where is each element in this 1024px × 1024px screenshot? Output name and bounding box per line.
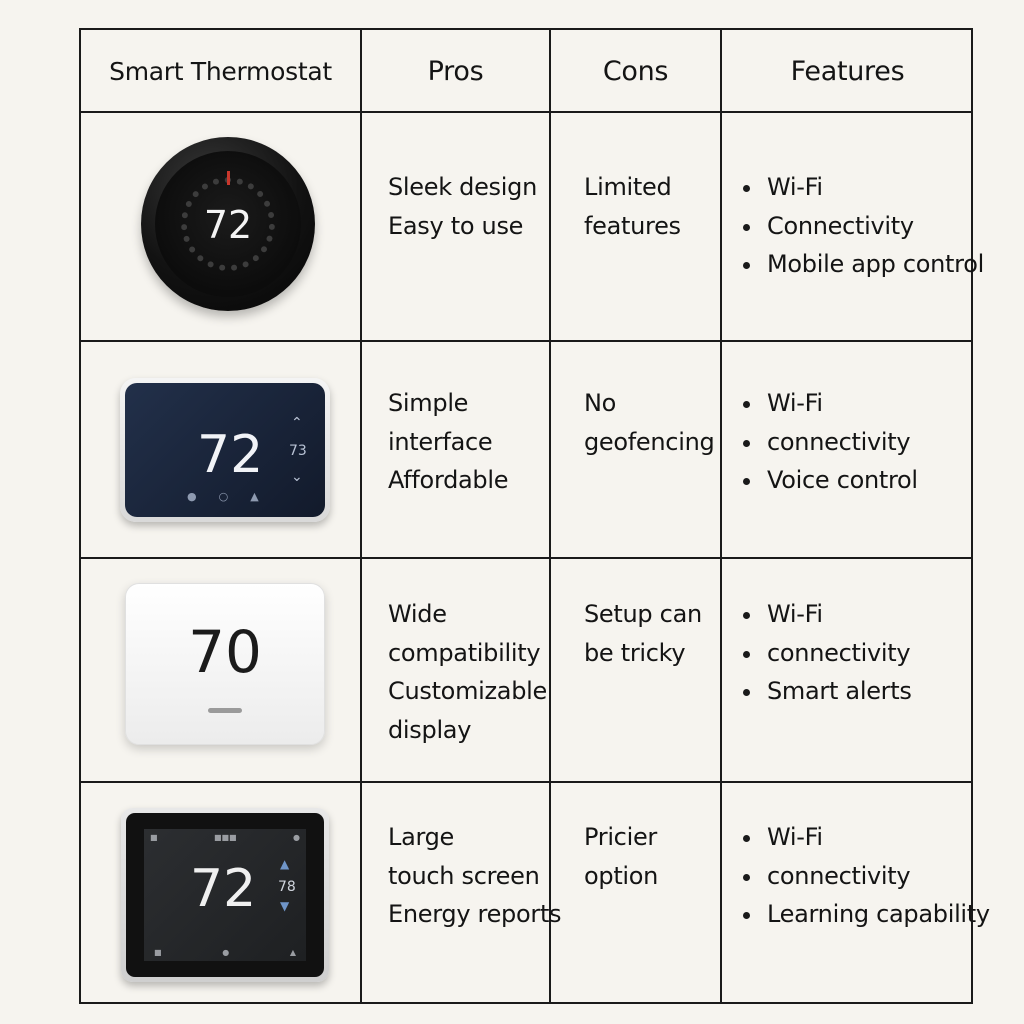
- list-item: Connectivity: [739, 207, 984, 246]
- thermostat-temp: 70: [188, 618, 262, 686]
- white-square-thermostat-image: [125, 583, 325, 745]
- pros-cell: Wide compatibility Customizable display: [388, 600, 547, 744]
- list-item: Voice control: [739, 461, 918, 500]
- features-list: [739, 168, 984, 284]
- round-thermostat-image: [141, 137, 315, 311]
- pros-cell: Large touch screen Energy reports: [388, 823, 562, 928]
- cons-cell: Setup can be tricky: [584, 600, 702, 667]
- touchscreen-thermostat-image: ■ ■■■ ● ▲ 72 78 ▼ ■ ● ▲: [121, 808, 329, 982]
- list-item: connectivity: [739, 857, 990, 896]
- mode-icons: ●○▲: [187, 490, 281, 503]
- arrow-up-icon: ▲: [280, 857, 290, 871]
- cons-cell: Pricier option: [584, 823, 659, 890]
- row-divider: [81, 781, 971, 783]
- pros-cell: Sleek design Easy to use: [388, 173, 537, 240]
- thermostat-setpoint: 73: [289, 443, 307, 459]
- header-cons: Cons: [602, 55, 669, 87]
- thermostat-temp: 72: [197, 425, 264, 485]
- features-list: [739, 818, 990, 934]
- header-pros: Pros: [427, 55, 484, 87]
- indicator-bar: [208, 708, 242, 713]
- column-divider: [720, 30, 722, 1002]
- features-list: [739, 595, 912, 711]
- comparison-table: [79, 28, 990, 1004]
- column-divider: [360, 30, 362, 1002]
- list-item: connectivity: [739, 423, 918, 462]
- list-item: connectivity: [739, 634, 912, 673]
- arrow-down-icon: ▼: [280, 899, 290, 913]
- header-features: Features: [790, 55, 905, 87]
- features-list: [739, 384, 918, 500]
- cons-cell: No geofencing: [584, 389, 715, 456]
- row-divider: [81, 340, 971, 342]
- list-item: Smart alerts: [739, 672, 912, 711]
- list-item: Wi-Fi: [739, 818, 990, 857]
- thermostat-temp: 72: [203, 203, 253, 247]
- setpoint-marker: [227, 171, 230, 185]
- list-item: Wi-Fi: [739, 168, 984, 207]
- cons-cell: Limited features: [584, 173, 681, 240]
- thermostat-temp: 72: [190, 859, 257, 919]
- list-item: Wi-Fi: [739, 595, 912, 634]
- arrow-down-icon: ⌄: [291, 469, 303, 485]
- arrow-up-icon: ⌃: [291, 415, 303, 431]
- thermostat-setpoint: 78: [278, 879, 296, 895]
- list-item: Learning capability: [739, 895, 990, 934]
- dark-rectangular-thermostat-image: [120, 378, 330, 522]
- list-item: Mobile app control: [739, 245, 984, 284]
- row-divider: [81, 557, 971, 559]
- pros-cell: Simple interface Affordable: [388, 389, 509, 494]
- list-item: Wi-Fi: [739, 384, 918, 423]
- header-smart-thermostat: Smart Thermostat: [109, 56, 332, 86]
